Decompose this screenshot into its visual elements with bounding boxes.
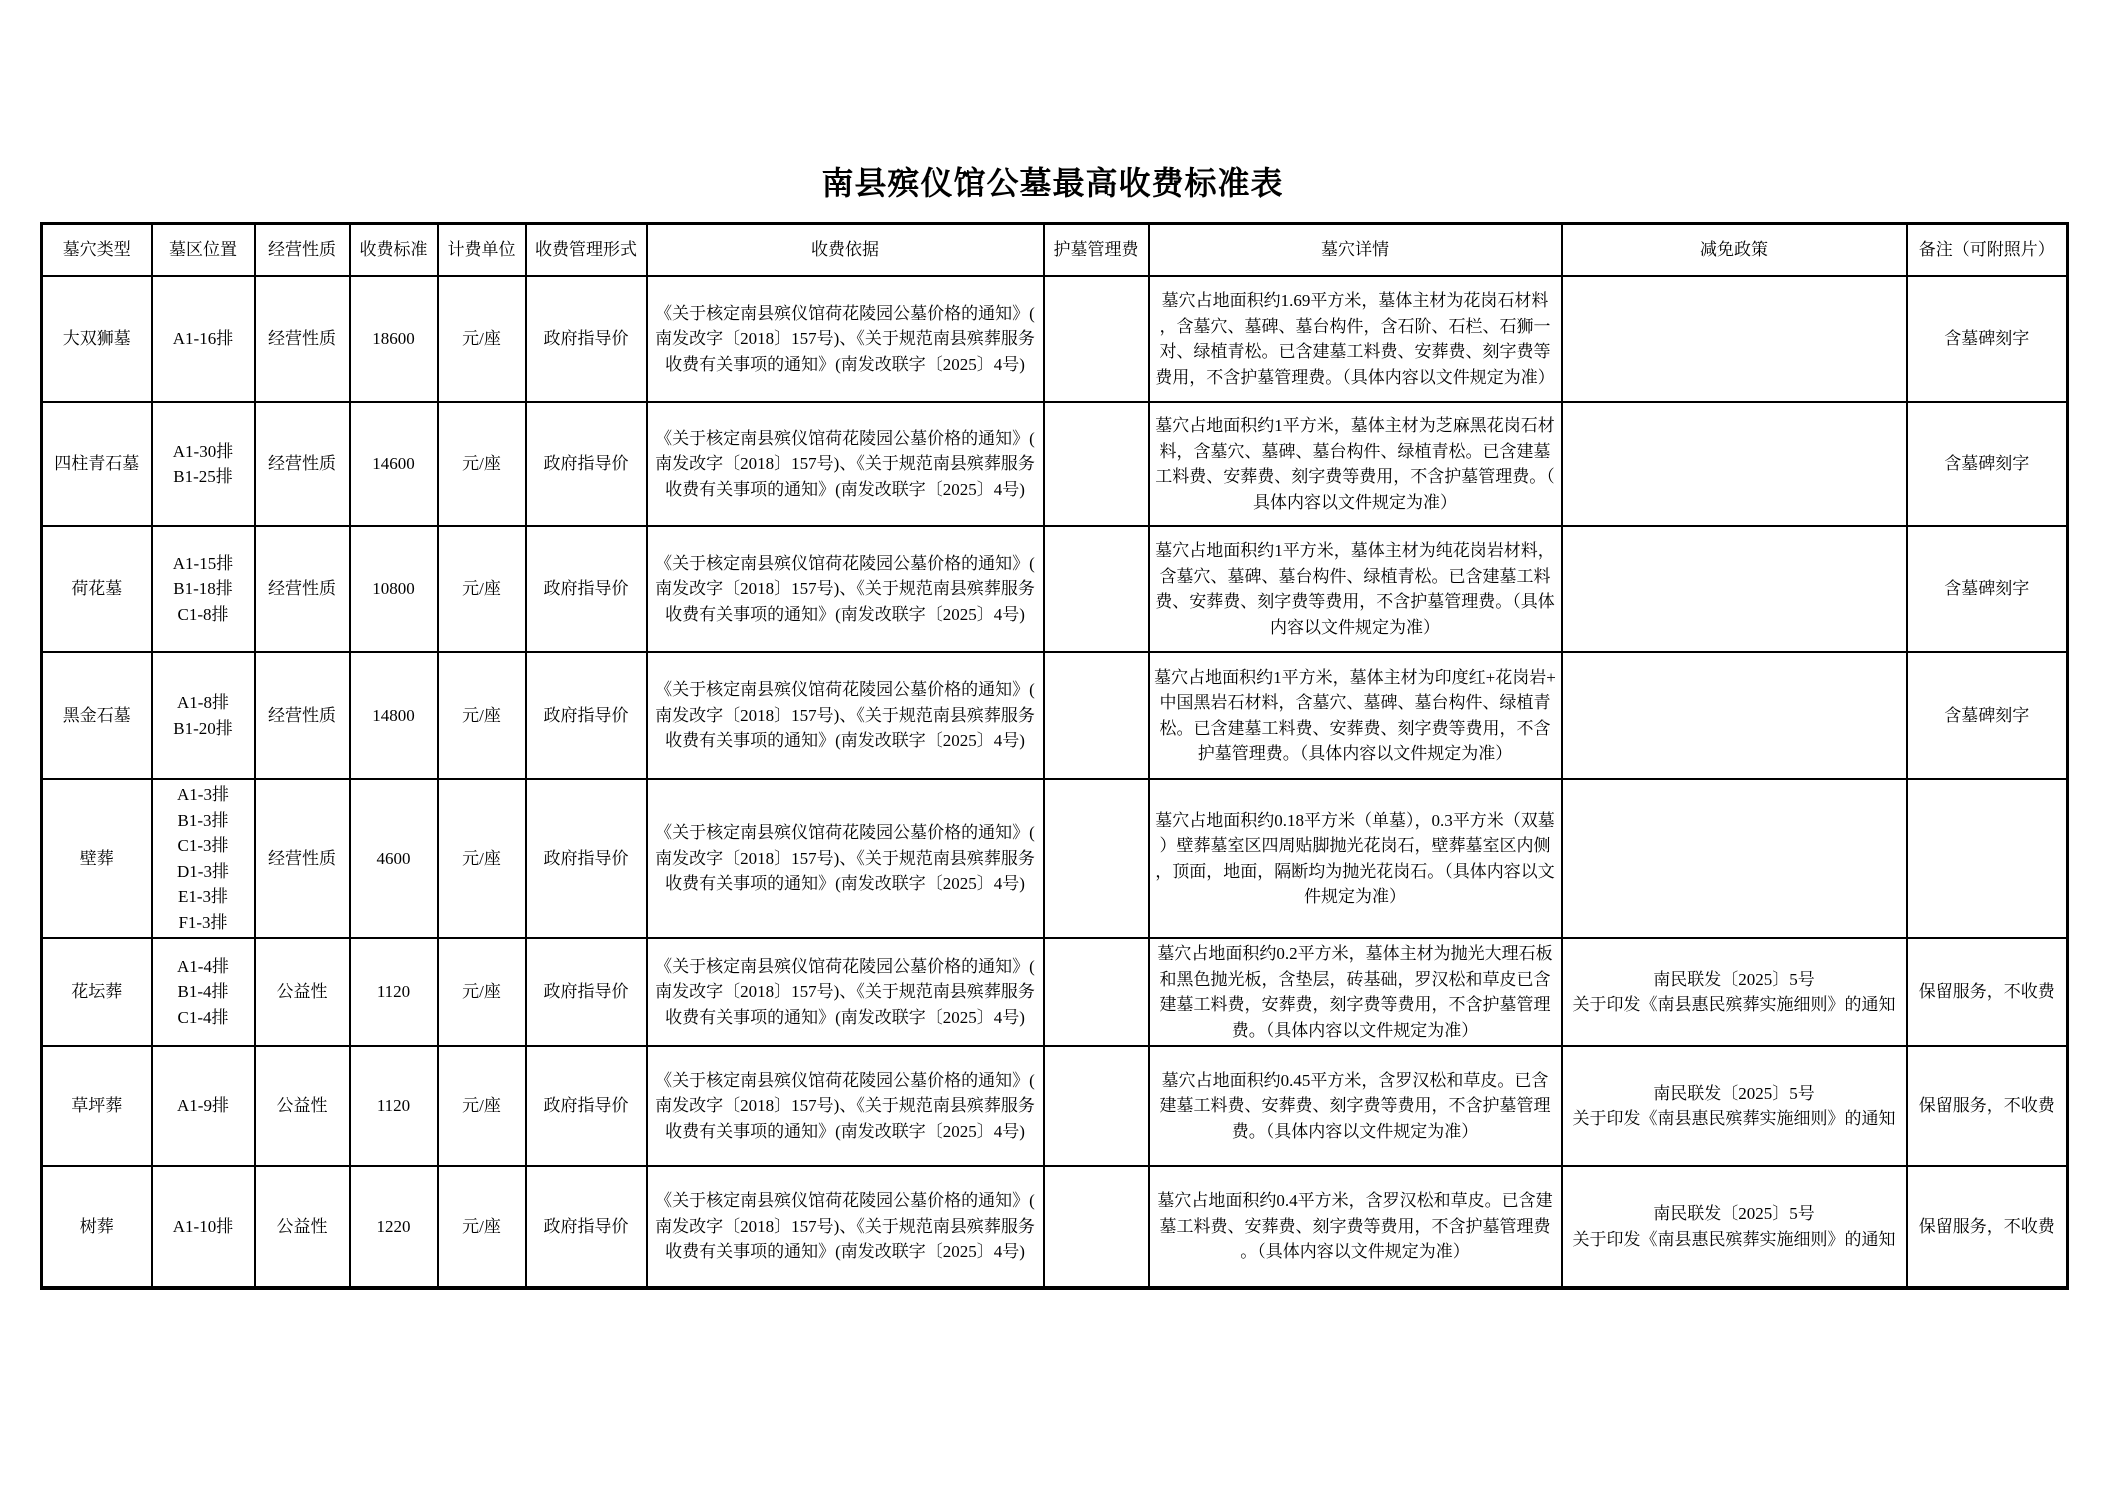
- cell-locations: [152, 779, 255, 938]
- cell-price: 14600: [350, 402, 438, 526]
- locations-line: B1-18排: [173, 579, 233, 599]
- cell-price: 1120: [350, 938, 438, 1046]
- cell-details: 墓穴占地面积约0.45平方米，含罗汉松和草皮。已含建墓工料费、安葬费、刻字费等费用，不含护墓管理费。（具体内容以文件规定为准）: [1149, 1046, 1562, 1166]
- cell-type: 花坛葬: [42, 938, 152, 1046]
- cell-unit: 元/座: [438, 276, 526, 402]
- locations-line: E1-3排: [177, 887, 229, 906]
- locations-line: B1-4排: [177, 982, 229, 1002]
- cell-note: 保留服务，不收费: [1907, 938, 2068, 1046]
- cell-type: 草坪葬: [42, 1046, 152, 1166]
- cell-policy: [1562, 526, 1907, 652]
- cell-management: 政府指导价: [526, 779, 647, 938]
- cell-type: 四柱青石墓: [42, 402, 152, 526]
- policy-line: 关于印发《南县惠民殡葬实施细则》的通知: [1572, 1229, 1896, 1249]
- policy-line: 南民联发〔2025〕5号: [1653, 1083, 1815, 1103]
- table-header: [42, 224, 2068, 277]
- cell-price: 1120: [350, 1046, 438, 1166]
- page-title: 南县殡仪馆公墓最高收费标准表: [821, 165, 1284, 201]
- column-header: 计费单位: [438, 224, 526, 277]
- cell-note: 含墓碑刻字: [1907, 526, 2068, 652]
- locations-line: A1-16排: [172, 329, 234, 349]
- cell-details: 墓穴占地面积约0.2平方米，墓体主材为抛光大理石板和黑色抛光板，含垫层，砖基础，罗汉松和草皮已含建墓工料费，安葬费，刻字费等费用，不含护墓管理费。（具体内容以文件规定为准）: [1149, 938, 1562, 1046]
- cell-policy: [1562, 938, 1907, 1046]
- cell-details: 墓穴占地面积约0.4平方米，含罗汉松和草皮。已含建墓工料费、安葬费、刻字费等费用，不含护墓管理费。（具体内容以文件规定为准）: [1149, 1166, 1562, 1288]
- locations-line: A1-10排: [172, 1216, 234, 1236]
- locations-line: C1-4排: [177, 1007, 229, 1027]
- cell-guard_fee: [1044, 1166, 1149, 1288]
- cell-unit: 元/座: [438, 526, 526, 652]
- cell-price: 10800: [350, 526, 438, 652]
- cell-locations: [152, 1046, 255, 1166]
- locations-line: D1-3排: [177, 861, 229, 881]
- cell-management: 政府指导价: [526, 1046, 647, 1166]
- column-header: 收费标准: [350, 224, 438, 277]
- cell-locations: [152, 526, 255, 652]
- column-header: 减免政策: [1562, 224, 1907, 277]
- cell-details: 墓穴占地面积约1.69平方米，墓体主材为花岗石材料，含墓穴、墓碑、墓台构件，含石阶、石栏、石狮一对、绿植青松。已含建墓工料费、安葬费、刻字费等费用，不含护墓管理费。（具体内容以文件规定为准）: [1149, 276, 1562, 402]
- cell-policy: [1562, 779, 1907, 938]
- cell-unit: 元/座: [438, 402, 526, 526]
- cell-basis: 《关于核定南县殡仪馆荷花陵园公墓价格的通知》(南发改字〔2018〕157号)、《关于规范南县殡葬服务收费有关事项的通知》(南发改联字〔2025〕4号): [647, 402, 1044, 526]
- cell-policy: [1562, 652, 1907, 779]
- cell-guard_fee: [1044, 526, 1149, 652]
- table-body: [42, 276, 2068, 1288]
- cell-details: 墓穴占地面积约1平方米，墓体主材为芝麻黑花岗石材料，含墓穴、墓碑、墓台构件、绿植青松。已含建墓工料费、安葬费、刻字费等费用，不含护墓管理费。（具体内容以文件规定为准）: [1149, 402, 1562, 526]
- locations-line: C1-8排: [177, 604, 229, 624]
- table-row: [42, 276, 2068, 402]
- locations-line: A1-15排: [172, 553, 234, 573]
- cell-note: 含墓碑刻字: [1907, 652, 2068, 779]
- cell-management: 政府指导价: [526, 938, 647, 1046]
- column-header: 墓穴详情: [1149, 224, 1562, 277]
- locations-line: B1-20排: [173, 718, 233, 738]
- cell-basis: 《关于核定南县殡仪馆荷花陵园公墓价格的通知》(南发改字〔2018〕157号)、《关于规范南县殡葬服务收费有关事项的通知》(南发改联字〔2025〕4号): [647, 779, 1044, 938]
- locations-line: A1-30排: [172, 441, 234, 461]
- cell-nature: 公益性: [255, 1166, 350, 1288]
- cell-basis: 《关于核定南县殡仪馆荷花陵园公墓价格的通知》(南发改字〔2018〕157号)、《关于规范南县殡葬服务收费有关事项的通知》(南发改联字〔2025〕4号): [647, 1166, 1044, 1288]
- table-row: [42, 526, 2068, 652]
- cell-nature: 经营性质: [255, 276, 350, 402]
- cell-basis: 《关于核定南县殡仪馆荷花陵园公墓价格的通知》(南发改字〔2018〕157号)、《关于规范南县殡葬服务收费有关事项的通知》(南发改联字〔2025〕4号): [647, 1046, 1044, 1166]
- cell-price: 4600: [350, 779, 438, 938]
- cell-type: 大双狮墓: [42, 276, 152, 402]
- cell-policy: [1562, 1046, 1907, 1166]
- cell-unit: 元/座: [438, 938, 526, 1046]
- locations-line: A1-3排: [177, 785, 229, 804]
- column-header: 墓穴类型: [42, 224, 152, 277]
- cell-guard_fee: [1044, 276, 1149, 402]
- cell-unit: 元/座: [438, 1046, 526, 1166]
- cell-policy: [1562, 1166, 1907, 1288]
- cell-unit: 元/座: [438, 652, 526, 779]
- column-header: 护墓管理费: [1044, 224, 1149, 277]
- cell-management: 政府指导价: [526, 402, 647, 526]
- cell-unit: 元/座: [438, 779, 526, 938]
- cell-basis: 《关于核定南县殡仪馆荷花陵园公墓价格的通知》(南发改字〔2018〕157号)、《关于规范南县殡葬服务收费有关事项的通知》(南发改联字〔2025〕4号): [647, 276, 1044, 402]
- cell-price: 14800: [350, 652, 438, 779]
- cell-nature: 经营性质: [255, 526, 350, 652]
- cell-guard_fee: [1044, 779, 1149, 938]
- cell-details: 墓穴占地面积约1平方米，墓体主材为纯花岗岩材料，含墓穴、墓碑、墓台构件、绿植青松。已含建墓工料费、安葬费、刻字费等费用，不含护墓管理费。（具体内容以文件规定为准）: [1149, 526, 1562, 652]
- cell-type: 黑金石墓: [42, 652, 152, 779]
- cell-price: 18600: [350, 276, 438, 402]
- column-header: 经营性质: [255, 224, 350, 277]
- locations-line: B1-25排: [173, 467, 233, 486]
- cell-type: 荷花墓: [42, 526, 152, 652]
- cell-price: 1220: [350, 1166, 438, 1288]
- cell-nature: 公益性: [255, 938, 350, 1046]
- header-row: [42, 224, 2068, 277]
- column-header: 墓区位置: [152, 224, 255, 277]
- table-row: [42, 652, 2068, 779]
- cell-policy: [1562, 402, 1907, 526]
- locations-line: B1-3排: [177, 810, 229, 830]
- cell-locations: [152, 938, 255, 1046]
- locations-line: A1-8排: [177, 693, 229, 712]
- cell-locations: [152, 402, 255, 526]
- cell-details: 墓穴占地面积约1平方米，墓体主材为印度红+花岗岩+中国黑岩石材料，含墓穴、墓碑、墓台构件、绿植青松。已含建墓工料费、安葬费、刻字费等费用，不含护墓管理费。（具体内容以文件规定为准）: [1149, 652, 1562, 779]
- cell-nature: 经营性质: [255, 779, 350, 938]
- cell-note: 含墓碑刻字: [1907, 402, 2068, 526]
- locations-line: A1-4排: [177, 956, 229, 976]
- locations-line: F1-3排: [178, 912, 228, 932]
- cell-guard_fee: [1044, 402, 1149, 526]
- cell-note: 保留服务，不收费: [1907, 1046, 2068, 1166]
- locations-line: A1-9排: [177, 1096, 229, 1116]
- cell-locations: [152, 276, 255, 402]
- cell-basis: 《关于核定南县殡仪馆荷花陵园公墓价格的通知》(南发改字〔2018〕157号)、《关于规范南县殡葬服务收费有关事项的通知》(南发改联字〔2025〕4号): [647, 938, 1044, 1046]
- policy-line: 南民联发〔2025〕5号: [1653, 1204, 1815, 1223]
- table-row: [42, 1046, 2068, 1166]
- cell-note: [1907, 779, 2068, 938]
- cell-type: 树葬: [42, 1166, 152, 1288]
- cell-guard_fee: [1044, 1046, 1149, 1166]
- cell-unit: 元/座: [438, 1166, 526, 1288]
- cell-basis: 《关于核定南县殡仪馆荷花陵园公墓价格的通知》(南发改字〔2018〕157号)、《关于规范南县殡葬服务收费有关事项的通知》(南发改联字〔2025〕4号): [647, 526, 1044, 652]
- cell-nature: 经营性质: [255, 652, 350, 779]
- cell-type: 壁葬: [42, 779, 152, 938]
- column-header: 备注（可附照片）: [1907, 224, 2068, 277]
- locations-line: C1-3排: [177, 836, 229, 855]
- cell-basis: 《关于核定南县殡仪馆荷花陵园公墓价格的通知》(南发改字〔2018〕157号)、《关于规范南县殡葬服务收费有关事项的通知》(南发改联字〔2025〕4号): [647, 652, 1044, 779]
- table-row: [42, 779, 2068, 938]
- cell-guard_fee: [1044, 652, 1149, 779]
- column-header: 收费管理形式: [526, 224, 647, 277]
- policy-line: 关于印发《南县惠民殡葬实施细则》的通知: [1572, 1109, 1896, 1128]
- cell-details: 墓穴占地面积约0.18平方米（单墓），0.3平方米（双墓）壁葬墓室区四周贴脚抛光花岗石，壁葬墓室区内侧，顶面，地面，隔断均为抛光花岗石。（具体内容以文件规定为准）: [1149, 779, 1562, 938]
- cell-note: 保留服务，不收费: [1907, 1166, 2068, 1288]
- cell-management: 政府指导价: [526, 652, 647, 779]
- cell-note: 含墓碑刻字: [1907, 276, 2068, 402]
- cell-management: 政府指导价: [526, 276, 647, 402]
- policy-line: 南民联发〔2025〕5号: [1653, 969, 1815, 989]
- table-row: [42, 402, 2068, 526]
- cell-nature: 公益性: [255, 1046, 350, 1166]
- table-row: [42, 938, 2068, 1046]
- cell-management: 政府指导价: [526, 1166, 647, 1288]
- fee-table: [40, 222, 2069, 1290]
- cell-management: 政府指导价: [526, 526, 647, 652]
- cell-locations: [152, 652, 255, 779]
- table-row: [42, 1166, 2068, 1288]
- cell-locations: [152, 1166, 255, 1288]
- cell-nature: 经营性质: [255, 402, 350, 526]
- cell-guard_fee: [1044, 938, 1149, 1046]
- policy-line: 关于印发《南县惠民殡葬实施细则》的通知: [1572, 995, 1896, 1014]
- column-header: 收费依据: [647, 224, 1044, 277]
- cell-policy: [1562, 276, 1907, 402]
